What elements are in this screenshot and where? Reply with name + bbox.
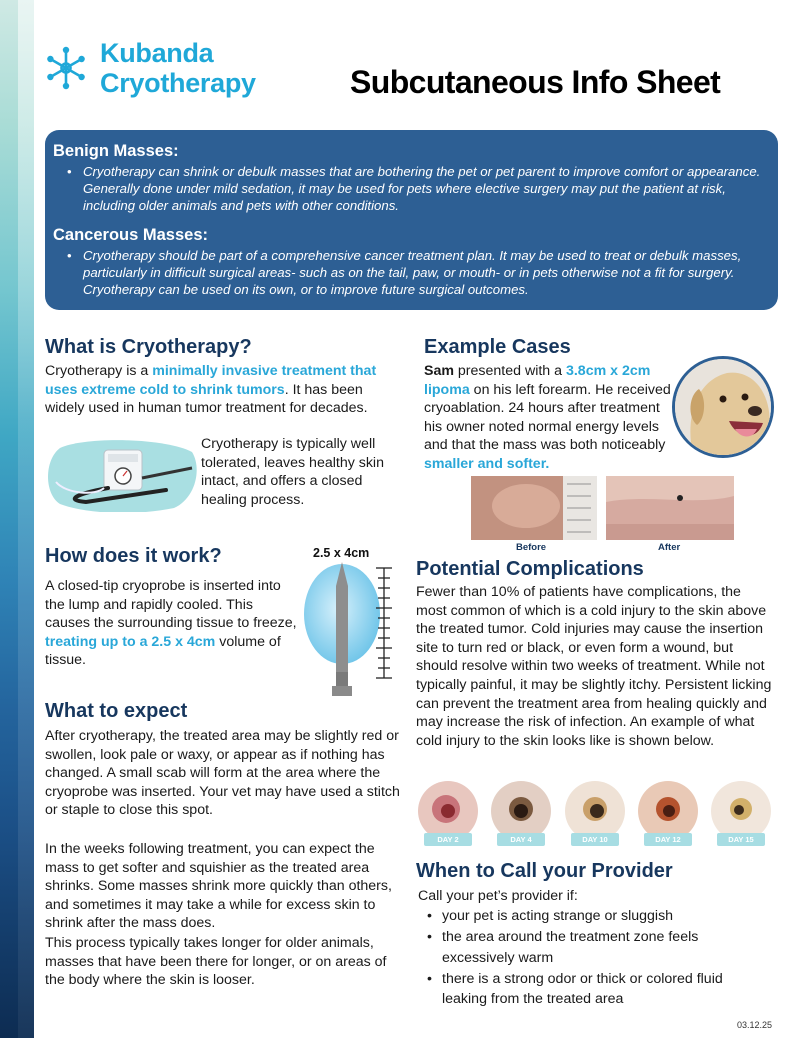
cancer-title: Cancerous Masses: — [53, 226, 208, 244]
case-paragraph: Sam presented with a 3.8cm x 2cm lipoma on his left forearm. He received cryoablation. 24 hours after treatment his owner noted normal energy levels and that the mass was both noticeably smaller and softer. — [424, 363, 671, 472]
snowflake-icon — [44, 46, 88, 90]
cases-heading: Example Cases — [424, 336, 571, 358]
healing-day-15 — [711, 781, 771, 847]
before-photo — [471, 476, 597, 540]
list-item: • the area around the treatment zone feels excessively warm — [426, 927, 766, 968]
how-heading: How does it work? — [45, 545, 222, 567]
footer-date: 03.12.25 — [737, 1020, 773, 1030]
healing-day-10 — [565, 781, 625, 847]
healing-day-12 — [638, 781, 698, 847]
page-title: Subcutaneous Info Sheet — [350, 64, 721, 100]
cancer-text: • Cryotherapy should be part of a comprehensive cancer treatment plan. It may be used to treat or debulk masses, particularly in difficult surgical areas- such as on the tail, paw, or mouth- or in pets otherwise not a fit for surgery. Cryotherapy can be used on its own, or to improve future surgical outcomes. — [67, 247, 768, 298]
tolerated-paragraph: Cryotherapy is typically well tolerated, leaves healthy skin intact, and offers a closed healing process. — [201, 436, 384, 508]
complications-paragraph: Fewer than 10% of patients have complications, the most common of which is a cold injury to the skin above the treated tumor. Cold injuries may cause the insertion site to turn red or black, or even form a wound, but should resolve within two weeks of treatment. While not typically painful, it may be slightly itchy. Persistent licking can prevent the treatment area from healing quickly and may increase the risk of infection. An example of what cold injury to the skin looks like is shown below. — [416, 584, 772, 749]
logo-line-2: Cryotherapy — [100, 68, 256, 98]
list-item: • your pet is acting strange or sluggish — [426, 906, 766, 927]
expect-paragraph-1: After cryotherapy, the treated area may be slightly red or swollen, look pale or waxy, or appear as if nothing has changed. A small scab will form at the area where the cryoprobe was inserted. Your vet may have used a stitch or staple to close this spot. — [45, 728, 400, 819]
call-heading: When to Call your Provider — [416, 860, 673, 882]
expect-paragraph-2: In the weeks following treatment, you can expect the mass to get softer and squishier as the treated area shrinks. Some masses shrink more quickly than others, and sometimes it may take a while for excess skin to shrink after the mass does. — [45, 841, 392, 932]
probe-dimension-label: 2.5 x 4cm — [313, 546, 370, 560]
healing-day-4 — [491, 781, 551, 847]
after-caption: After — [658, 542, 681, 553]
cryoprobe-diagram — [300, 560, 400, 700]
dog-photo — [672, 356, 774, 458]
day-label: DAY 4 — [497, 833, 545, 846]
decorative-side-strip — [0, 0, 34, 1038]
day-label: DAY 12 — [644, 833, 692, 846]
call-list — [426, 906, 766, 1010]
day-label: DAY 15 — [717, 833, 765, 846]
expect-heading: What to expect — [45, 700, 188, 722]
cryotherapy-device-image — [46, 438, 198, 512]
logo — [44, 38, 256, 98]
day-label: DAY 2 — [424, 833, 472, 846]
before-caption: Before — [516, 542, 547, 553]
healing-day-2 — [418, 781, 478, 847]
list-item: • there is a strong odor or thick or colored fluid leaking from the treated area — [426, 969, 766, 1010]
expect-paragraph-3: This process typically takes longer for older animals, masses that have been there for longer, or on areas of the body where the skin is looser. — [45, 935, 387, 989]
logo-line-1: Kubanda — [100, 38, 214, 68]
call-intro: Call your pet’s provider if: — [418, 888, 578, 904]
benign-title: Benign Masses: — [53, 142, 179, 160]
what-is-paragraph: Cryotherapy is a minimally invasive treatment that uses extreme cold to shrink tumors. It has been widely used in human tumor treatment for decades. — [45, 363, 377, 417]
day-label: DAY 10 — [571, 833, 619, 846]
complications-heading: Potential Complications — [416, 558, 644, 580]
what-is-heading: What is Cryotherapy? — [45, 336, 252, 358]
benign-text: • Cryotherapy can shrink or debulk masses that are bothering the pet or pet parent to improve comfort or appearance. Generally done under mild sedation, it may be used for pets where elective surgery may put the patient at risk, including older animals and pets with other conditions. — [67, 163, 768, 214]
after-photo — [606, 476, 734, 540]
masses-banner — [45, 130, 778, 310]
how-paragraph: A closed-tip cryoprobe is inserted into the lump and rapidly cooled. This causes the surrounding tissue to freeze, treating up to a 2.5 x 4cm volume of tissue. — [45, 578, 297, 669]
